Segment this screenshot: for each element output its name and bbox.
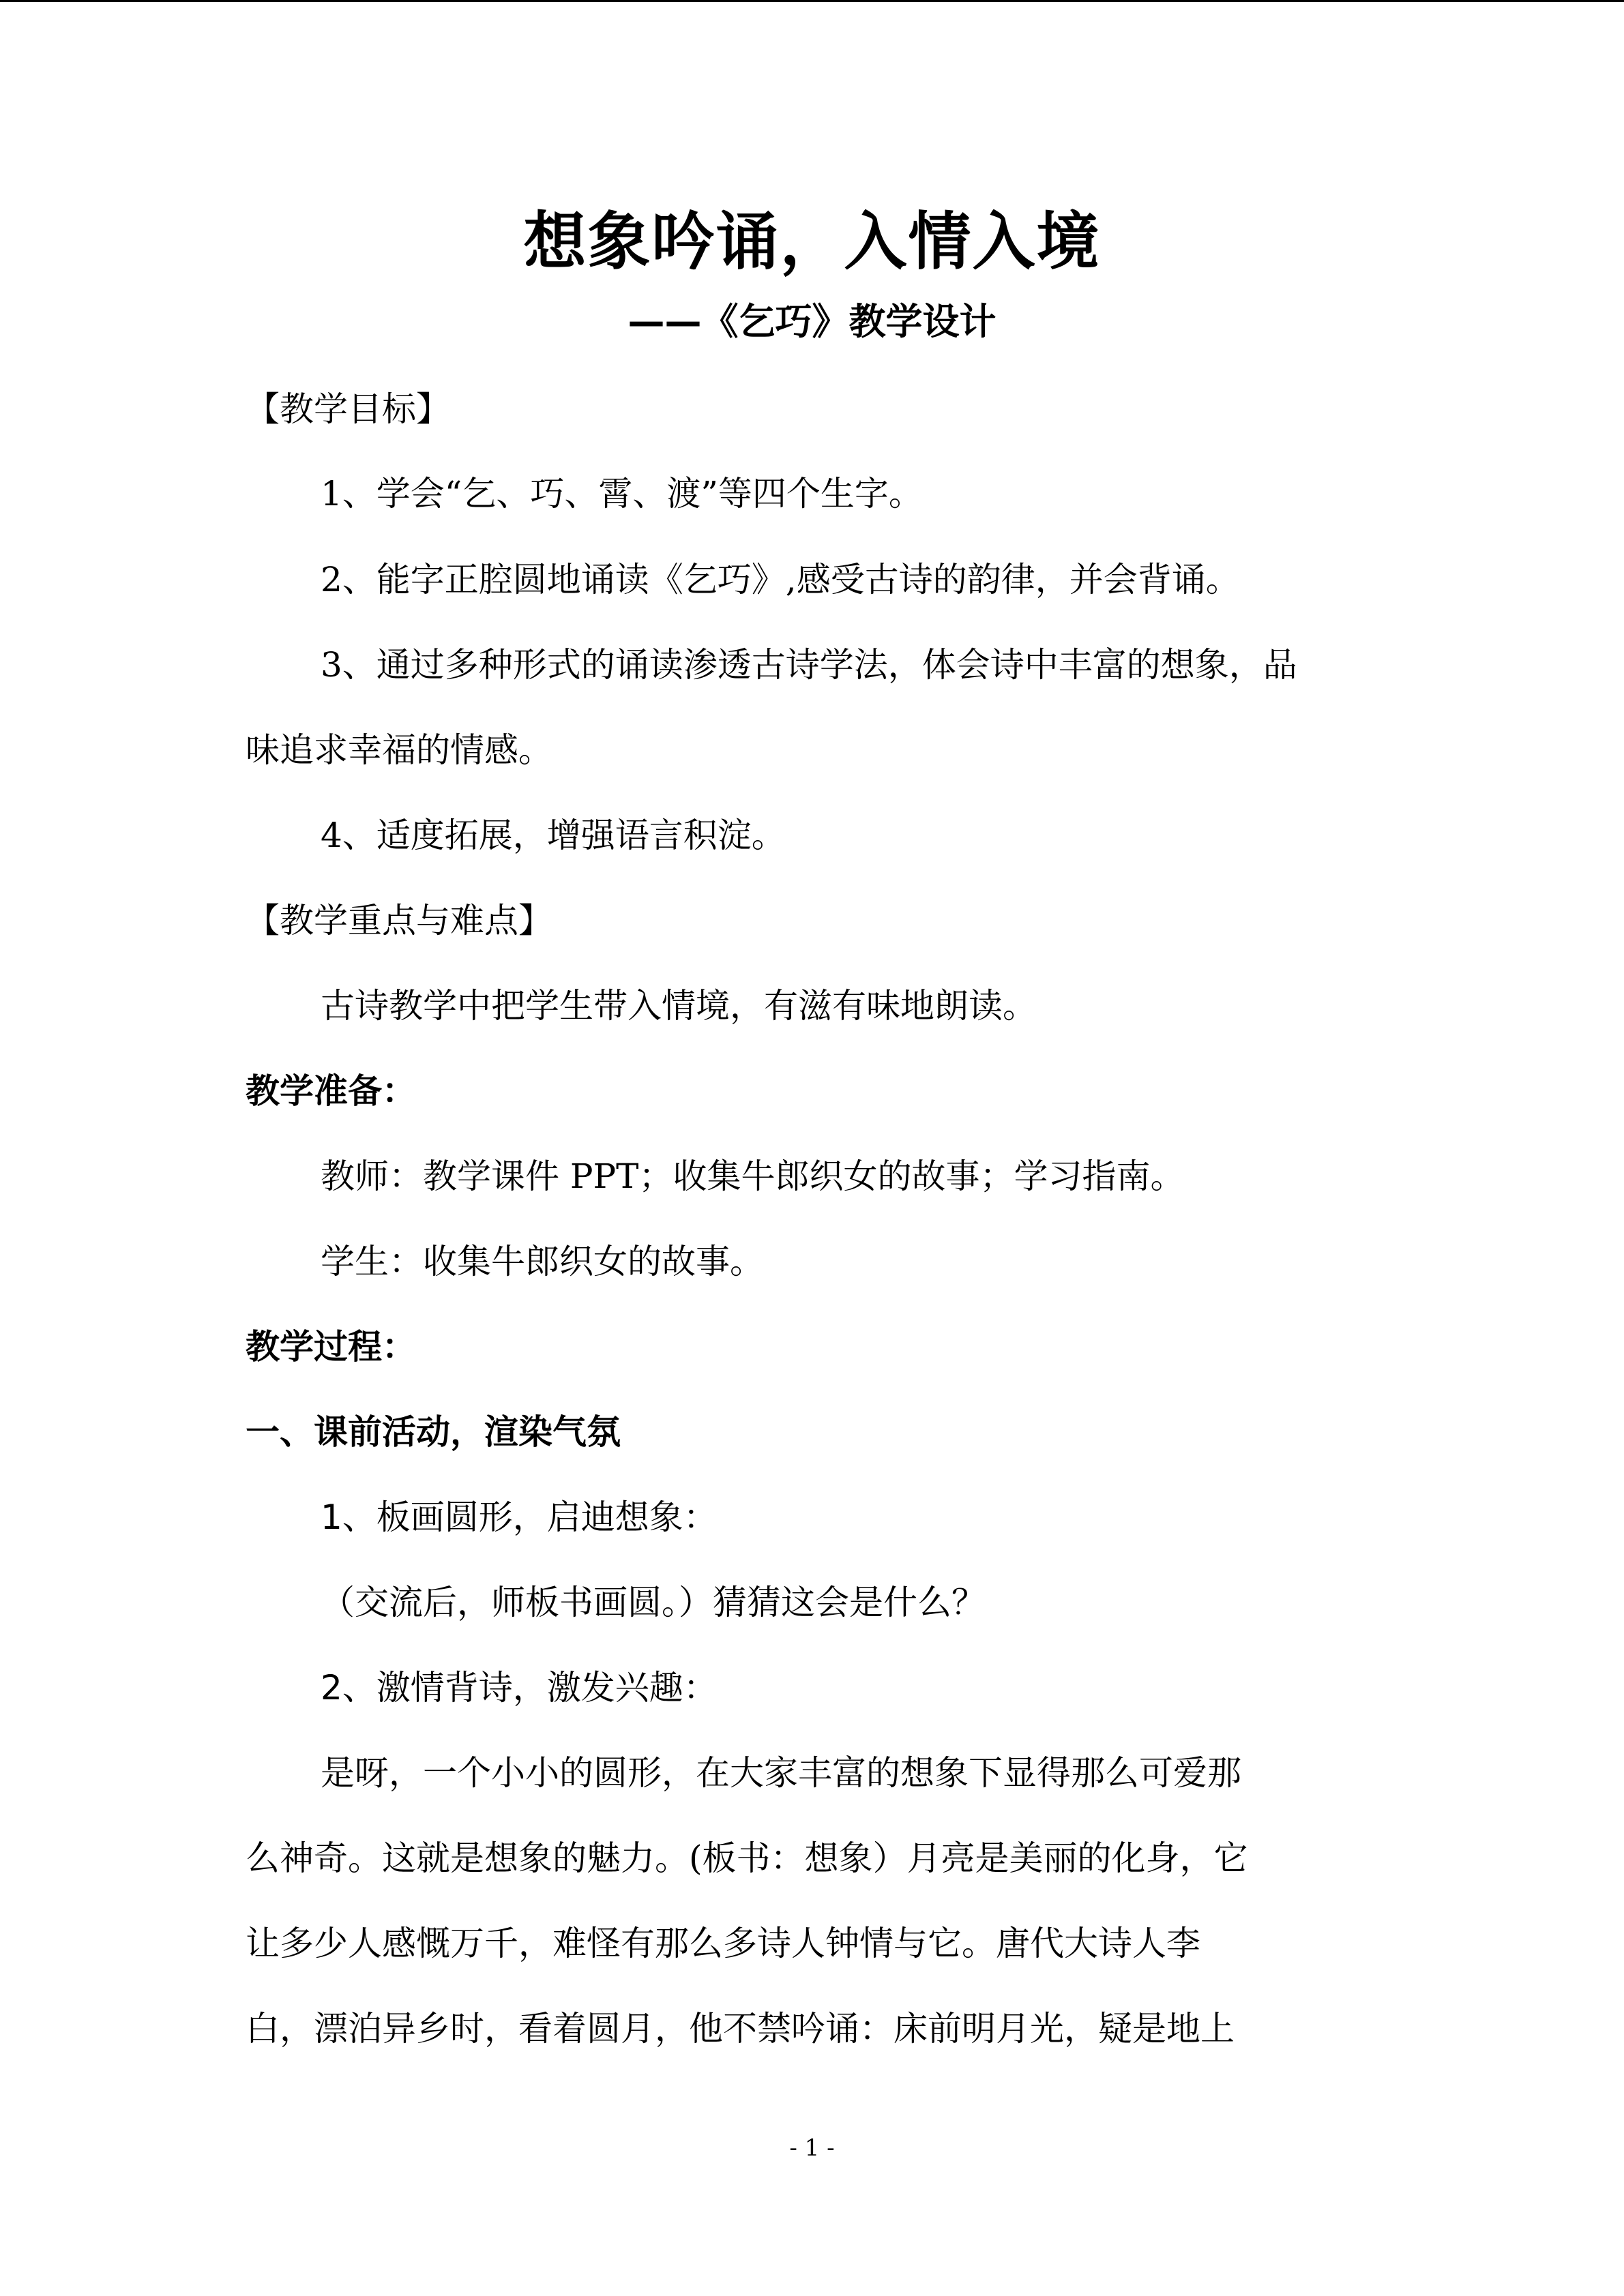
goal-item-3: 3、通过多种形式的诵读渗透古诗学法，体会诗中丰富的想象，品 [321, 645, 1297, 685]
process-part1-heading: 一、课前活动，渲染气氛 [246, 1412, 621, 1452]
goal-item-1: 1、学会“乞、巧、霄、渡”等四个生字。 [321, 474, 923, 513]
process-step2-heading: 2、激情背诗，激发兴趣： [321, 1668, 718, 1708]
paragraph-line-1: 是呀，一个小小的圆形，在大家丰富的想象下显得那么可爱那 [321, 1753, 1241, 1793]
goal-item-2: 2、能字正腔圆地诵读《乞巧》,感受古诗的韵律，并会背诵。 [321, 560, 1240, 599]
preparation-student: 学生：收集牛郎织女的故事。 [321, 1242, 764, 1281]
process-step1-text: （交流后，师板书画圆。）猜猜这会是什么？ [321, 1583, 986, 1622]
preparation-heading: 教学准备： [246, 1071, 416, 1111]
key-points-text: 古诗教学中把学生带入情境，有滋有味地朗读。 [321, 986, 1037, 1026]
paragraph-line-3: 让多少人感慨万千，难怪有那么多诗人钟情与它。唐代大诗人李 [246, 1924, 1200, 1963]
document-title: 想象吟诵，入情入境 [523, 205, 1101, 278]
top-border-line [0, 0, 1624, 2]
process-heading: 教学过程： [246, 1327, 416, 1367]
key-points-heading: 【教学重点与难点】 [246, 901, 552, 940]
process-step1-heading: 1、板画圆形，启迪想象： [321, 1497, 718, 1537]
document-subtitle: ——《乞巧》教学设计 [628, 300, 996, 343]
preparation-teacher: 教师：教学课件 PPT；收集牛郎织女的故事；学习指南。 [321, 1157, 1185, 1196]
paragraph-line-4: 白，漂泊异乡时，看着圆月，他不禁吟诵：床前明月光，疑是地上 [246, 2009, 1235, 2048]
paragraph-line-2: 么神奇。这就是想象的魅力。(板书：想象）月亮是美丽的化身，它 [246, 1838, 1248, 1878]
goal-item-4: 4、适度拓展，增强语言积淀。 [321, 816, 786, 855]
goal-item-3-continued: 味追求幸福的情感。 [246, 730, 552, 770]
goals-heading: 【教学目标】 [246, 389, 450, 429]
page-number: - 1 - [789, 2134, 835, 2162]
